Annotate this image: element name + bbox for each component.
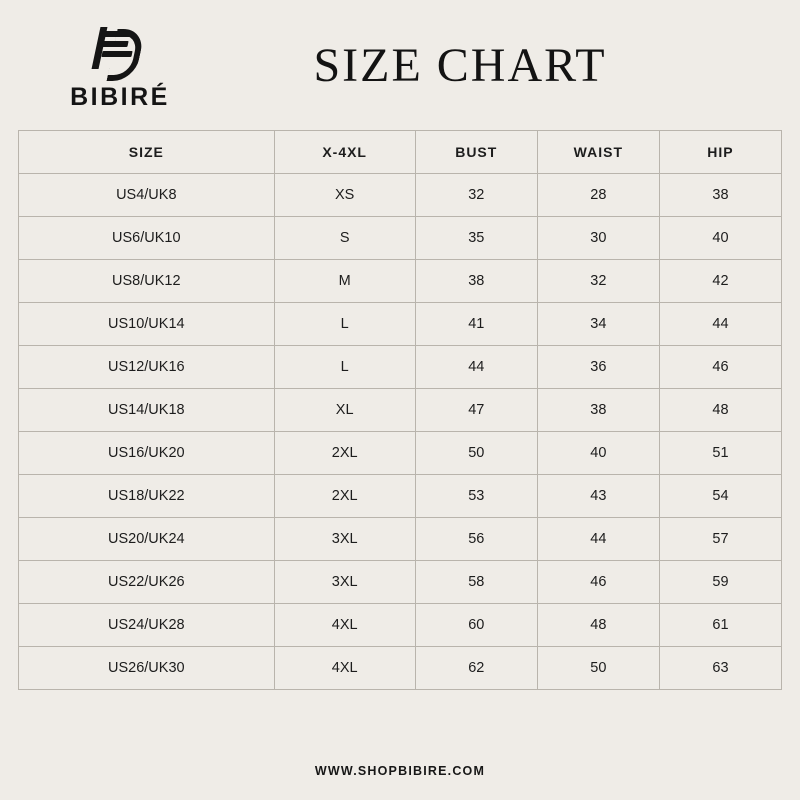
cell-size: US26/UK30 [19, 647, 275, 690]
cell-bust: 41 [415, 303, 537, 346]
cell-x4xl: 4XL [274, 604, 415, 647]
cell-x4xl: 2XL [274, 432, 415, 475]
page-title: SIZE CHART [313, 38, 607, 92]
cell-bust: 62 [415, 647, 537, 690]
brand-block [30, 19, 210, 112]
table-row [19, 217, 782, 260]
cell-bust: 50 [415, 432, 537, 475]
cell-hip: 42 [659, 260, 781, 303]
bibire-monogram-icon [94, 25, 140, 75]
page-header [0, 0, 800, 130]
cell-hip: 46 [659, 346, 781, 389]
cell-size: US10/UK14 [19, 303, 275, 346]
column-header-waist: WAIST [537, 131, 659, 174]
cell-hip: 59 [659, 561, 781, 604]
cell-waist: 43 [537, 475, 659, 518]
cell-bust: 56 [415, 518, 537, 561]
cell-hip: 40 [659, 217, 781, 260]
cell-waist: 30 [537, 217, 659, 260]
cell-bust: 60 [415, 604, 537, 647]
table-header-row [19, 131, 782, 174]
table-body [19, 174, 782, 690]
cell-waist: 32 [537, 260, 659, 303]
cell-bust: 47 [415, 389, 537, 432]
cell-x4xl: 3XL [274, 518, 415, 561]
column-header-size: SIZE [19, 131, 275, 174]
cell-hip: 61 [659, 604, 781, 647]
table-row [19, 303, 782, 346]
cell-hip: 38 [659, 174, 781, 217]
cell-size: US4/UK8 [19, 174, 275, 217]
cell-waist: 36 [537, 346, 659, 389]
cell-hip: 51 [659, 432, 781, 475]
table-row [19, 475, 782, 518]
cell-hip: 63 [659, 647, 781, 690]
cell-bust: 53 [415, 475, 537, 518]
cell-size: US6/UK10 [19, 217, 275, 260]
table-row [19, 389, 782, 432]
size-table-wrap [0, 130, 800, 690]
table-row [19, 604, 782, 647]
cell-hip: 57 [659, 518, 781, 561]
cell-size: US20/UK24 [19, 518, 275, 561]
table-row [19, 346, 782, 389]
column-header-x-4xl: X-4XL [274, 131, 415, 174]
cell-waist: 38 [537, 389, 659, 432]
cell-x4xl: 3XL [274, 561, 415, 604]
table-row [19, 561, 782, 604]
cell-hip: 44 [659, 303, 781, 346]
cell-size: US12/UK16 [19, 346, 275, 389]
cell-size: US22/UK26 [19, 561, 275, 604]
table-row [19, 260, 782, 303]
cell-x4xl: L [274, 303, 415, 346]
table-row [19, 174, 782, 217]
cell-x4xl: XL [274, 389, 415, 432]
cell-x4xl: S [274, 217, 415, 260]
table-row [19, 432, 782, 475]
cell-waist: 44 [537, 518, 659, 561]
page-title-wrap [210, 38, 770, 93]
cell-waist: 46 [537, 561, 659, 604]
cell-waist: 50 [537, 647, 659, 690]
column-header-bust: BUST [415, 131, 537, 174]
cell-size: US14/UK18 [19, 389, 275, 432]
cell-waist: 40 [537, 432, 659, 475]
cell-x4xl: 4XL [274, 647, 415, 690]
cell-x4xl: M [274, 260, 415, 303]
cell-waist: 48 [537, 604, 659, 647]
cell-size: US16/UK20 [19, 432, 275, 475]
cell-size: US8/UK12 [19, 260, 275, 303]
cell-x4xl: 2XL [274, 475, 415, 518]
cell-waist: 34 [537, 303, 659, 346]
brand-name: BIBIRÉ [70, 82, 170, 111]
table-row [19, 518, 782, 561]
cell-x4xl: L [274, 346, 415, 389]
column-header-hip: HIP [659, 131, 781, 174]
table-row [19, 647, 782, 690]
cell-size: US18/UK22 [19, 475, 275, 518]
cell-x4xl: XS [274, 174, 415, 217]
cell-waist: 28 [537, 174, 659, 217]
cell-bust: 38 [415, 260, 537, 303]
cell-bust: 58 [415, 561, 537, 604]
footer-website: WWW.SHOPBIBIRE.COM [314, 764, 486, 778]
cell-size: US24/UK28 [19, 604, 275, 647]
cell-hip: 48 [659, 389, 781, 432]
cell-hip: 54 [659, 475, 781, 518]
cell-bust: 32 [415, 174, 537, 217]
cell-bust: 44 [415, 346, 537, 389]
size-table [18, 130, 782, 690]
table-header [19, 131, 782, 174]
cell-bust: 35 [415, 217, 537, 260]
